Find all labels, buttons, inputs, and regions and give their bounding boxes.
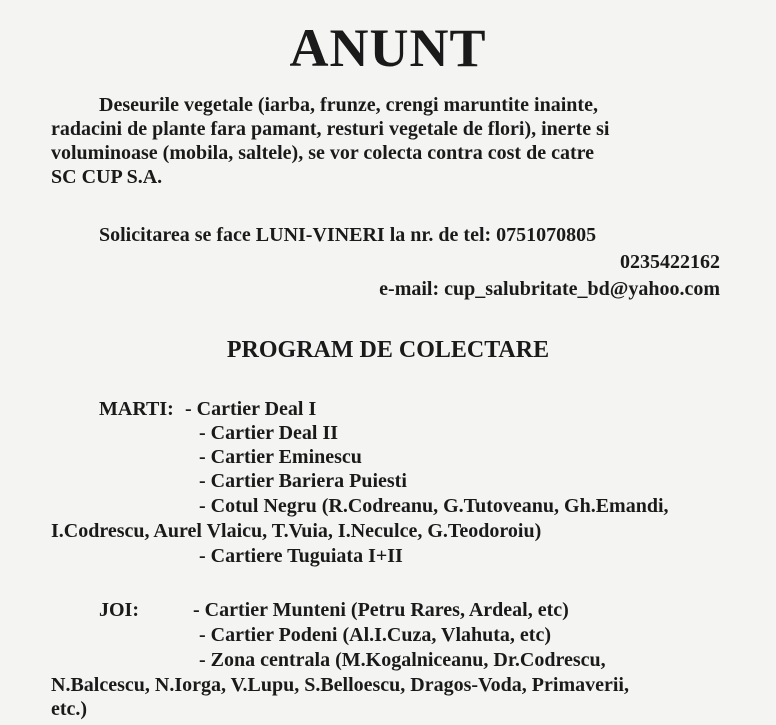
intro-line-1: Deseurile vegetale (iarba, frunze, crengi maruntite inainte,	[99, 94, 598, 116]
program-heading: PROGRAM DE COLECTARE	[226, 337, 550, 363]
day-label-marti: MARTI:	[99, 398, 174, 420]
list-item: - Zona centrala (M.Kogalniceanu, Dr.Codrescu,	[199, 649, 606, 671]
list-item: - Cartier Munteni (Petru Rares, Ardeal, etc)	[193, 599, 569, 621]
list-item: - Cartier Deal I	[185, 398, 317, 420]
list-item: - Cartier Eminescu	[199, 446, 362, 468]
list-item: - Cartiere Tuguiata I+II	[199, 545, 403, 567]
intro-line-2: radacini de plante fara pamant, resturi vegetale de flori), inerte si	[51, 118, 610, 140]
day-label-joi: JOI:	[99, 599, 139, 621]
list-item: - Cartier Podeni (Al.I.Cuza, Vlahuta, etc)	[199, 624, 551, 646]
list-item: - Cotul Negru (R.Codreanu, G.Tutoveanu, Gh.Emandi,	[199, 495, 669, 517]
email-line: e-mail: cup_salubritate_bd@yahoo.com	[379, 278, 720, 300]
intro-line-3: voluminoase (mobila, saltele), se vor colecta contra cost de catre	[51, 142, 595, 164]
intro-line-4: SC CUP S.A.	[51, 166, 163, 188]
phone-number-2: 0235422162	[620, 251, 720, 273]
list-item-continued: N.Balcescu, N.Iorga, V.Lupu, S.Belloescu, Dragos-Voda, Primaverii,	[51, 674, 629, 696]
announcement-title: ANUNT	[289, 18, 487, 78]
list-item: - Cartier Deal II	[199, 422, 339, 444]
list-item-continued: etc.)	[51, 698, 88, 720]
request-line: Solicitarea se face LUNI-VINERI la nr. de tel: 0751070805	[99, 224, 597, 246]
list-item: - Cartier Bariera Puiesti	[199, 470, 407, 492]
list-item-continued: I.Codrescu, Aurel Vlaicu, T.Vuia, I.Neculce, G.Teodoroiu)	[51, 520, 542, 542]
